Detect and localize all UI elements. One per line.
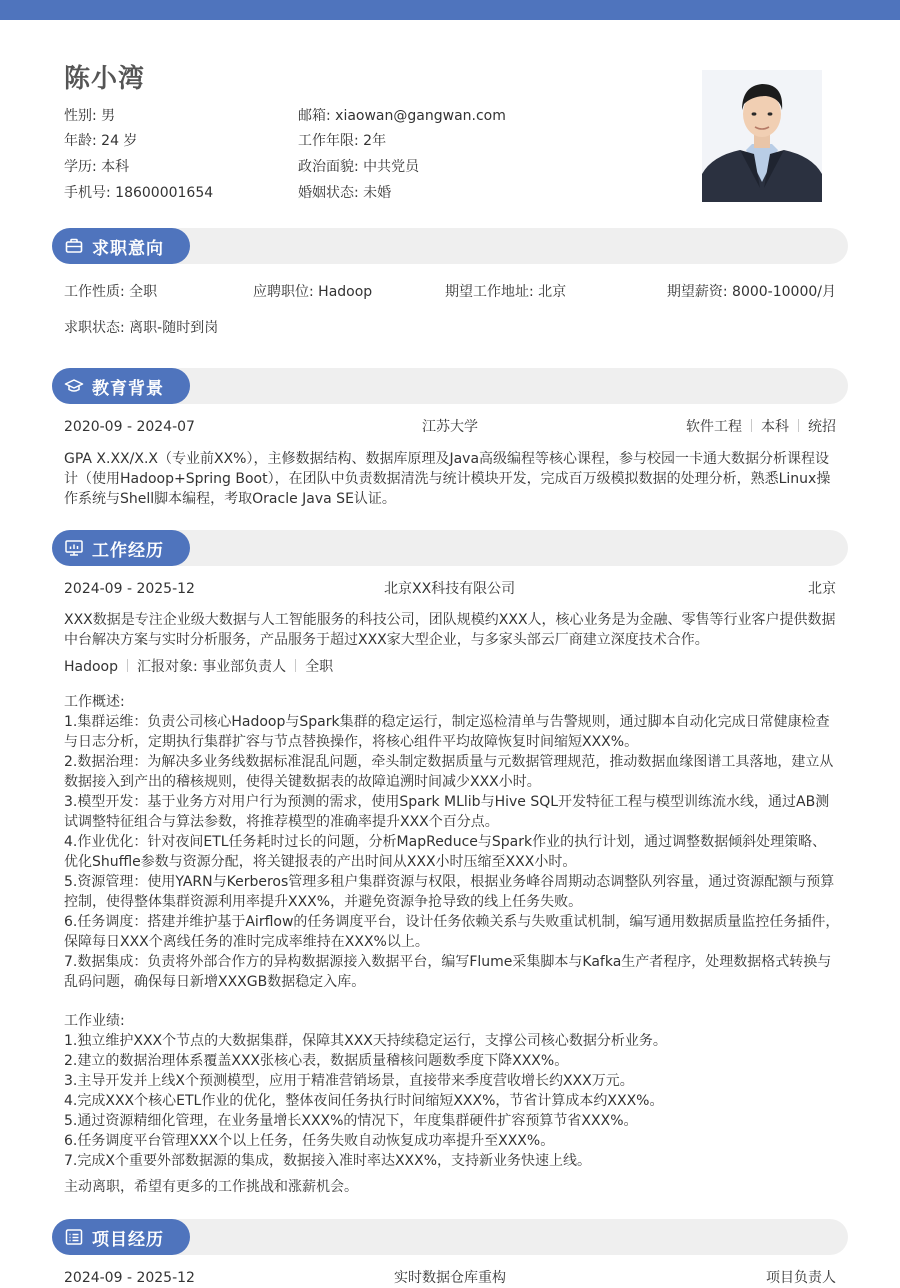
leave-reason: 主动离职，希望有更多的工作挑战和涨薪机会。 [64, 1179, 358, 1195]
divider [751, 419, 752, 432]
tag-role: Hadoop [64, 659, 119, 675]
section-header-education [52, 368, 848, 404]
profile-photo [702, 70, 822, 202]
company-name: 北京XX科技有限公司 [384, 581, 516, 597]
work-tags [64, 657, 333, 677]
education-meta [686, 417, 836, 437]
result-item: 5.通过资源精细化管理，在业务量增长XXX%的情况下，年度集群硬件扩容预算节省XXX%。 [64, 1113, 638, 1129]
divider [798, 419, 799, 432]
result-item: 3.主导开发并上线X个预测模型，应用于精准营销场景，直接带来季度营收增长约XXX万元。 [64, 1073, 634, 1089]
enrollment-type: 统招 [808, 419, 836, 435]
section-pill [52, 368, 190, 404]
result-item: 6.任务调度平台管理XXX个以上任务，任务失败自动恢复成功率提升至XXX%。 [64, 1133, 555, 1149]
graduation-cap-icon [64, 376, 84, 396]
section-header-work [52, 530, 848, 566]
job-status: 求职状态: 离职-随时到岗 [64, 320, 219, 336]
overview-item: 6.任务调度：搭建并维护基于Airflow的任务调度平台，设计任务依赖关系与失败重试机制，编写通用数据质量监控任务插件，保障每日XXX个离线任务的准时完成率维持在XXX%以上。 [64, 914, 840, 950]
overview-item: 1.集群运维：负责公司核心Hadoop与Spark集群的稳定运行，制定巡检清单与告警规则，通过脚本自动化完成日常健康检查与日志分析，定期执行集群扩容与节点替换操作，将核心组件平均故障恢复时间缩短XXX%。 [64, 714, 830, 750]
list-document-icon [64, 1227, 84, 1247]
section-pill [52, 1219, 190, 1255]
candidate-name: 陈小湾 [64, 64, 146, 94]
email-field: 邮箱: xiaowan@gangwan.com [298, 108, 506, 124]
overview-item: 3.模型开发：基于业务方对用户行为预测的需求，使用Spark MLlib与Hive SQL开发特征工程与模型训练流水线，通过AB测试调整特征组合与算法参数，将推荐模型的准确率提升XXX个百分点。 [64, 794, 830, 830]
divider [295, 659, 296, 672]
politics-field: 政治面貌: 中共党员 [298, 159, 420, 175]
work-city: 北京 [808, 581, 836, 597]
school-name: 江苏大学 [422, 419, 478, 435]
monitor-chart-icon [64, 538, 84, 558]
overview-item: 7.数据集成：负责将外部合作方的异构数据源接入数据平台，编写Flume采集脚本与Kafka生产者程序，处理数据格式转换与乱码问题，确保每日新增XXXGB数据稳定入库。 [64, 954, 832, 990]
top-accent-bar [0, 0, 900, 20]
result-item: 4.完成XXX个核心ETL作业的优化，整体夜间任务执行时间缩短XXX%，节省计算成本约XXX%。 [64, 1093, 664, 1109]
work-years-field: 工作年限: 2年 [298, 133, 387, 149]
education-period: 2020-09 - 2024-07 [64, 419, 195, 435]
section-title: 教育背景 [92, 378, 164, 399]
section-header-job-intent [52, 228, 848, 264]
result-item: 7.完成X个重要外部数据源的集成，数据接入准时率达XXX%，支持新业务快速上线。 [64, 1153, 592, 1169]
section-pill [52, 530, 190, 566]
section-title: 项目经历 [92, 1229, 164, 1250]
result-item: 2.建立的数据治理体系覆盖XXX张核心表，数据质量稽核问题数季度下降XXX%。 [64, 1053, 569, 1069]
work-period: 2024-09 - 2025-12 [64, 581, 195, 597]
result-item: 1.独立维护XXX个节点的大数据集群，保障其XXX天持续稳定运行，支撑公司核心数据分析业务。 [64, 1033, 667, 1049]
education-field: 学历: 本科 [64, 159, 130, 175]
project-role: 项目负责人 [766, 1270, 836, 1286]
work-overview [64, 692, 840, 992]
briefcase-icon [64, 236, 84, 256]
divider [127, 659, 128, 672]
section-pill [52, 228, 190, 264]
tag-type: 全职 [305, 659, 334, 675]
tag-report: 汇报对象: 事业部负责人 [137, 659, 287, 675]
project-period: 2024-09 - 2025-12 [64, 1270, 195, 1286]
section-title: 求职意向 [92, 238, 164, 259]
person-portrait-icon [702, 70, 822, 202]
overview-item: 2.数据治理：为解决多业务线数据标准混乱问题，牵头制定数据质量与元数据管理规范，推动数据血缘图谱工具落地，建立从数据接入到产出的稽核规则，使得关键数据表的故障追溯时间减少XXX小时。 [64, 754, 834, 790]
major: 软件工程 [686, 419, 742, 435]
work-results [64, 1011, 840, 1171]
job-salary: 期望薪资: 8000-10000/月 [666, 284, 836, 300]
education-description: GPA X.XX/X.X（专业前XX%），主修数据结构、数据库原理及Java高级编程等核心课程，参与校园一卡通大数据分析课程设计（使用Hadoop+Spring Boot），在团队中负责数据清洗与统计模块开发，完成百万级模拟数据的处理分析，熟悉Linux操作系统与Shell脚本编程，考取Oracle Java SE认证。 [64, 451, 831, 507]
job-location: 期望工作地址: 北京 [445, 284, 567, 300]
overview-title: 工作概述: [64, 694, 125, 710]
section-title: 工作经历 [92, 540, 164, 561]
section-header-project [52, 1219, 848, 1255]
company-description: XXX数据是专注企业级大数据与人工智能服务的科技公司，团队规模约XXX人，核心业务是为金融、零售等行业客户提供数据中台解决方案与实时分析服务，产品服务于超过XXX家大型企业，与多家头部云厂商建立深度技术合作。 [64, 612, 836, 648]
project-name: 实时数据仓库重构 [394, 1270, 506, 1286]
gender-field: 性别: 男 [64, 108, 116, 124]
results-title: 工作业绩: [64, 1013, 125, 1029]
job-type: 工作性质: 全职 [64, 284, 158, 300]
overview-item: 5.资源管理：使用YARN与Kerberos管理多租户集群资源与权限，根据业务峰谷周期动态调整队列容量，通过资源配额与预算控制，使得整体集群资源利用率提升XXX%，并避免资源争抢导致的线上任务失败。 [64, 874, 835, 910]
phone-field: 手机号: 18600001654 [64, 185, 214, 201]
degree: 本科 [761, 419, 789, 435]
marital-field: 婚姻状态: 未婚 [298, 185, 392, 201]
overview-item: 4.作业优化：针对夜间ETL任务耗时过长的问题，分析MapReduce与Spark作业的执行计划，通过调整数据倾斜处理策略、优化Shuffle参数与资源分配，将关键报表的产出时间从XXX小时压缩至XXX小时。 [64, 834, 827, 870]
age-field: 年龄: 24 岁 [64, 133, 138, 149]
job-position: 应聘职位: Hadoop [253, 284, 373, 300]
